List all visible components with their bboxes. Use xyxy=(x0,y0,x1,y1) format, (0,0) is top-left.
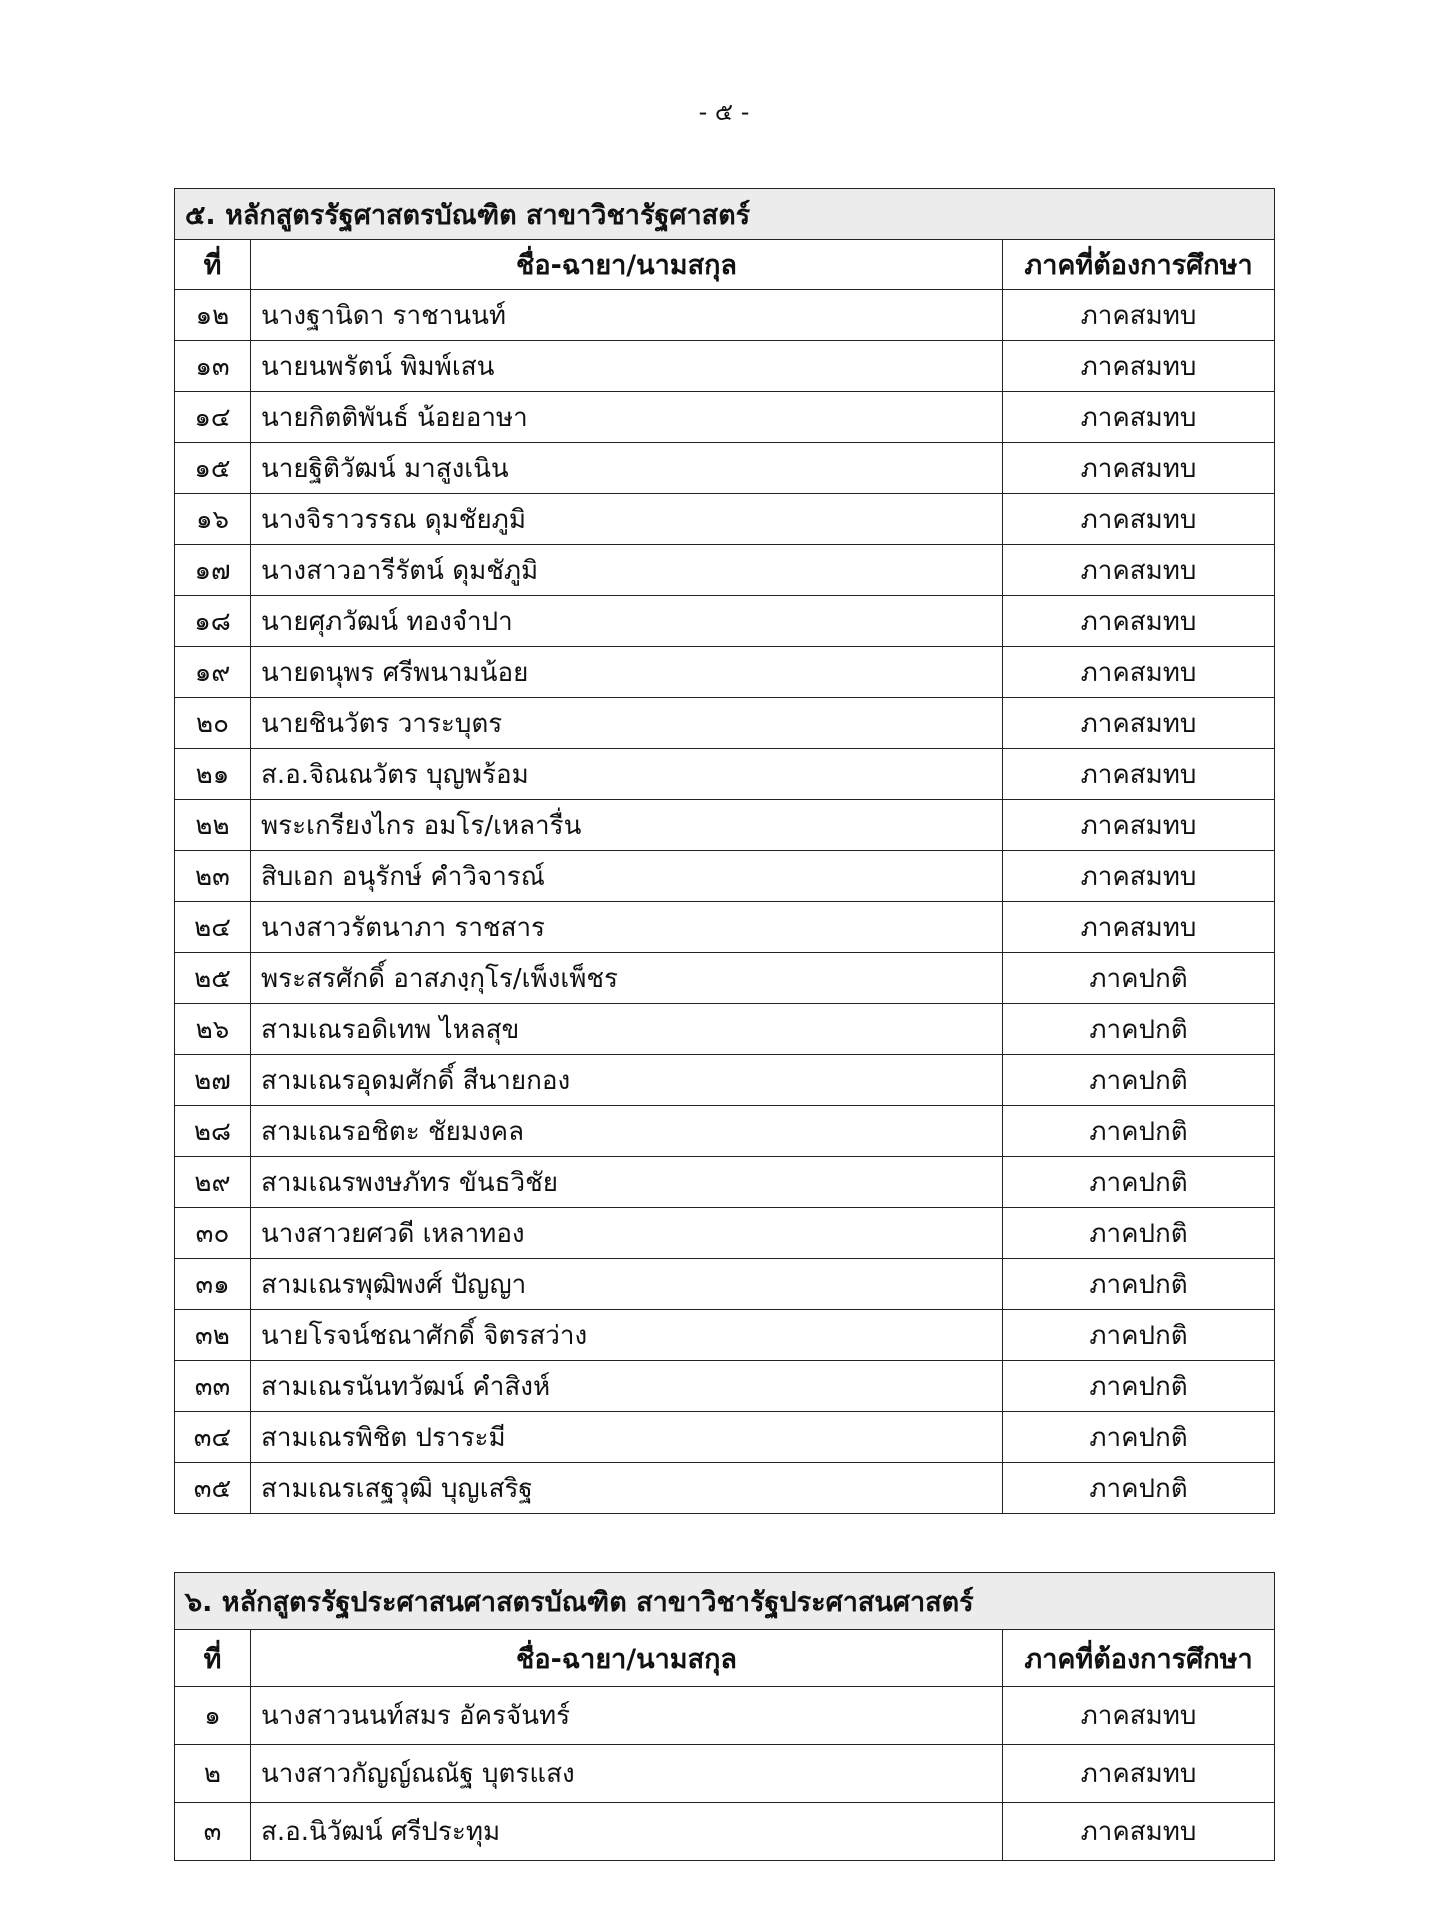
study-term: ภาคปกติ xyxy=(1003,1208,1275,1259)
header-term: ภาคที่ต้องการศึกษา xyxy=(1003,1630,1275,1687)
student-name: นางฐานิดา ราชานนท์ xyxy=(251,290,1003,341)
study-term: ภาคสมทบ xyxy=(1003,596,1275,647)
study-term: ภาคปกติ xyxy=(1003,1157,1275,1208)
study-term: ภาคปกติ xyxy=(1003,1310,1275,1361)
table-row xyxy=(175,953,1275,1004)
study-term: ภาคสมทบ xyxy=(1003,647,1275,698)
row-number: ๒ xyxy=(175,1745,251,1803)
table-row xyxy=(175,902,1275,953)
table-row xyxy=(175,443,1275,494)
row-number: ๓๐ xyxy=(175,1208,251,1259)
section-5-title: ๕. หลักสูตรรัฐศาสตรบัณฑิต สาขาวิชารัฐศาสตร์ xyxy=(175,189,1275,240)
row-number: ๑๗ xyxy=(175,545,251,596)
table-row xyxy=(175,1687,1275,1745)
student-name: นายนพรัตน์ พิมพ์เสน xyxy=(251,341,1003,392)
table-row xyxy=(175,1259,1275,1310)
table-row xyxy=(175,1745,1275,1803)
study-term: ภาคสมทบ xyxy=(1003,1687,1275,1745)
table-row xyxy=(175,851,1275,902)
row-number: ๒๘ xyxy=(175,1106,251,1157)
row-number: ๒๖ xyxy=(175,1004,251,1055)
table-row xyxy=(175,1157,1275,1208)
header-term: ภาคที่ต้องการศึกษา xyxy=(1003,240,1275,290)
student-name: นางสาวนนท์สมร อัครจันทร์ xyxy=(251,1687,1003,1745)
student-name: นางสาวกัญญ์ณณัฐ บุตรแสง xyxy=(251,1745,1003,1803)
row-number: ๒๑ xyxy=(175,749,251,800)
student-name: นางสาวรัตนาภา ราชสาร xyxy=(251,902,1003,953)
study-term: ภาคสมทบ xyxy=(1003,545,1275,596)
table-row xyxy=(175,698,1275,749)
study-term: ภาคปกติ xyxy=(1003,1463,1275,1514)
student-name: พระสรศักดิ์ อาสภงฺกุโร/เพ็งเพ็ชร xyxy=(251,953,1003,1004)
row-number: ๓๓ xyxy=(175,1361,251,1412)
study-term: ภาคสมทบ xyxy=(1003,851,1275,902)
row-number: ๑๒ xyxy=(175,290,251,341)
table-row xyxy=(175,647,1275,698)
study-term: ภาคปกติ xyxy=(1003,1361,1275,1412)
section-6-rows xyxy=(175,1687,1275,1861)
row-number: ๒๙ xyxy=(175,1157,251,1208)
study-term: ภาคสมทบ xyxy=(1003,290,1275,341)
student-name: สิบเอก อนุรักษ์ คำวิจารณ์ xyxy=(251,851,1003,902)
table-row xyxy=(175,1004,1275,1055)
student-name: สามเณรอดิเทพ ไหลสุข xyxy=(251,1004,1003,1055)
student-name: พระเกรียงไกร อมโร/เหลารื่น xyxy=(251,800,1003,851)
student-name: สามเณรอชิตะ ชัยมงคล xyxy=(251,1106,1003,1157)
student-name: นายฐิติวัฒน์ มาสูงเนิน xyxy=(251,443,1003,494)
row-number: ๑๖ xyxy=(175,494,251,545)
header-name: ชื่อ-ฉายา/นามสกุล xyxy=(251,1630,1003,1687)
table-row xyxy=(175,1310,1275,1361)
student-name: นางสาวอารีรัตน์ ดุมชัภูมิ xyxy=(251,545,1003,596)
student-name: สามเณรนันทวัฒน์ คำสิงห์ xyxy=(251,1361,1003,1412)
row-number: ๑๕ xyxy=(175,443,251,494)
study-term: ภาคสมทบ xyxy=(1003,341,1275,392)
study-term: ภาคสมทบ xyxy=(1003,443,1275,494)
row-number: ๒๔ xyxy=(175,902,251,953)
row-number: ๓๔ xyxy=(175,1412,251,1463)
table-row xyxy=(175,1803,1275,1861)
row-number: ๑๓ xyxy=(175,341,251,392)
header-name: ชื่อ-ฉายา/นามสกุล xyxy=(251,240,1003,290)
row-number: ๑๘ xyxy=(175,596,251,647)
row-number: ๒๓ xyxy=(175,851,251,902)
student-name: นายชินวัตร วาระบุตร xyxy=(251,698,1003,749)
student-name: นางสาวยศวดี เหลาทอง xyxy=(251,1208,1003,1259)
study-term: ภาคสมทบ xyxy=(1003,698,1275,749)
row-number: ๒๗ xyxy=(175,1055,251,1106)
student-name: สามเณรพิชิต ปราระมี xyxy=(251,1412,1003,1463)
study-term: ภาคปกติ xyxy=(1003,1055,1275,1106)
student-name: นายโรจน์ชณาศักดิ์ จิตรสว่าง xyxy=(251,1310,1003,1361)
section-6-title: ๖. หลักสูตรรัฐประศาสนศาสตรบัณฑิต สาขาวิชารัฐประศาสนศาสตร์ xyxy=(175,1573,1275,1630)
table-row xyxy=(175,545,1275,596)
study-term: ภาคปกติ xyxy=(1003,1412,1275,1463)
table-row xyxy=(175,596,1275,647)
table-row xyxy=(175,1106,1275,1157)
section-5-table xyxy=(174,188,1275,1514)
row-number: ๒๒ xyxy=(175,800,251,851)
study-term: ภาคสมทบ xyxy=(1003,392,1275,443)
row-number: ๓๕ xyxy=(175,1463,251,1514)
study-term: ภาคปกติ xyxy=(1003,1004,1275,1055)
study-term: ภาคปกติ xyxy=(1003,1259,1275,1310)
row-number: ๑๔ xyxy=(175,392,251,443)
study-term: ภาคสมทบ xyxy=(1003,902,1275,953)
table-row xyxy=(175,1361,1275,1412)
header-no: ที่ xyxy=(175,240,251,290)
study-term: ภาคปกติ xyxy=(1003,1106,1275,1157)
row-number: ๒๐ xyxy=(175,698,251,749)
table-row xyxy=(175,1208,1275,1259)
study-term: ภาคสมทบ xyxy=(1003,800,1275,851)
row-number: ๓๑ xyxy=(175,1259,251,1310)
section-6-table xyxy=(174,1572,1275,1861)
student-name: นายศุภวัฒน์ ทองจำปา xyxy=(251,596,1003,647)
header-no: ที่ xyxy=(175,1630,251,1687)
table-row xyxy=(175,341,1275,392)
student-name: ส.อ.จิณณวัตร บุญพร้อม xyxy=(251,749,1003,800)
study-term: ภาคปกติ xyxy=(1003,953,1275,1004)
student-name: สามเณรอุดมศักดิ์ สีนายกอง xyxy=(251,1055,1003,1106)
table-row xyxy=(175,1055,1275,1106)
student-name: นายกิตติพันธ์ น้อยอาษา xyxy=(251,392,1003,443)
page-number: - ๕ - xyxy=(698,98,750,126)
row-number: ๑๙ xyxy=(175,647,251,698)
table-row xyxy=(175,1412,1275,1463)
student-name: นายดนุพร ศรีพนามน้อย xyxy=(251,647,1003,698)
section-5-rows xyxy=(175,290,1275,1514)
study-term: ภาคสมทบ xyxy=(1003,749,1275,800)
study-term: ภาคสมทบ xyxy=(1003,494,1275,545)
row-number: ๓ xyxy=(175,1803,251,1861)
student-name: ส.อ.นิวัฒน์ ศรีประทุม xyxy=(251,1803,1003,1861)
table-row xyxy=(175,749,1275,800)
student-name: สามเณรเสฐวุฒิ บุญเสริฐ xyxy=(251,1463,1003,1514)
table-row xyxy=(175,494,1275,545)
student-name: นางจิราวรรณ ดุมชัยภูมิ xyxy=(251,494,1003,545)
study-term: ภาคสมทบ xyxy=(1003,1803,1275,1861)
student-name: สามเณรพงษภัทร ขันธวิชัย xyxy=(251,1157,1003,1208)
table-row xyxy=(175,800,1275,851)
table-row xyxy=(175,1463,1275,1514)
table-row xyxy=(175,290,1275,341)
row-number: ๑ xyxy=(175,1687,251,1745)
table-row xyxy=(175,392,1275,443)
study-term: ภาคสมทบ xyxy=(1003,1745,1275,1803)
row-number: ๒๕ xyxy=(175,953,251,1004)
student-name: สามเณรพุฒิพงศ์ ปัญญา xyxy=(251,1259,1003,1310)
row-number: ๓๒ xyxy=(175,1310,251,1361)
